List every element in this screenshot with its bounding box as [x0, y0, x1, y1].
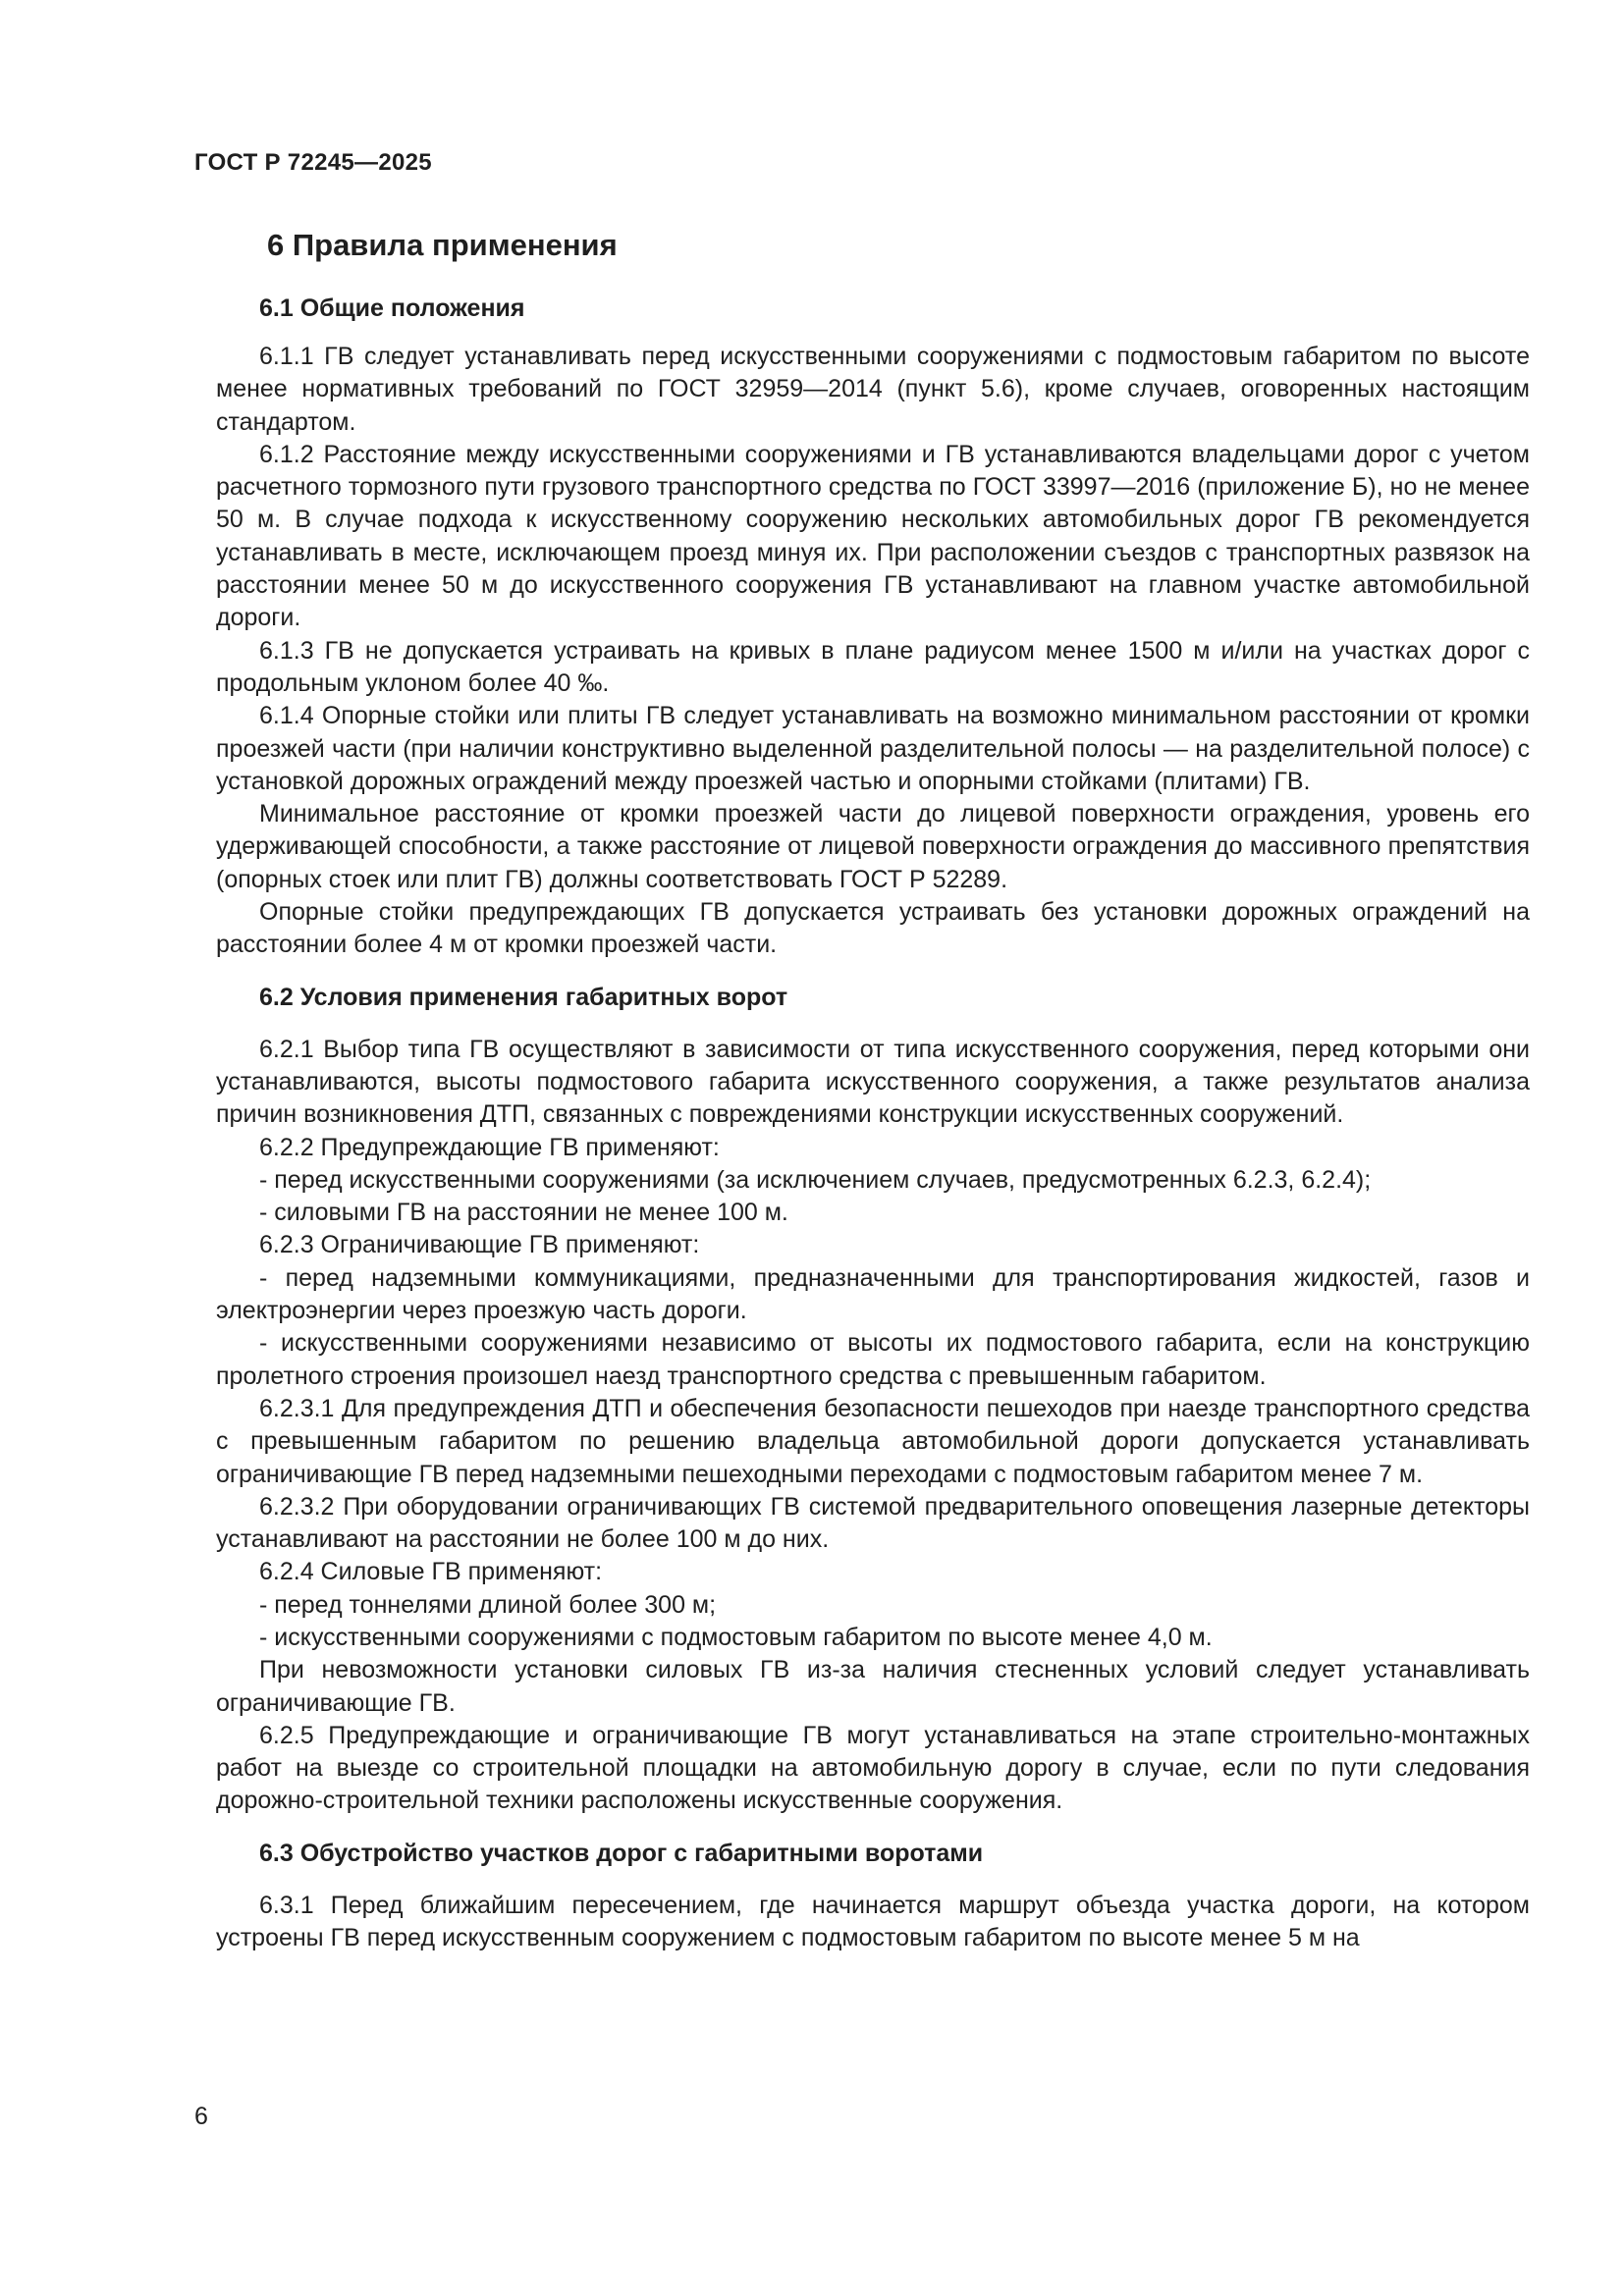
paragraph: 6.1.1 ГВ следует устанавливать перед искусственными сооружениями с подмостовым габаритом по высоте менее нормативных требований по ГОСТ 32959—2014 (пункт 5.6), кроме случаев, оговоренных настоящим стандартом. [216, 343, 1530, 436]
paragraph: 6.2.1 Выбор типа ГВ осуществляют в зависимости от типа искусственного сооружения, перед которыми они устанавливаются, высоты подмостового габарита искусственного сооружения, а также результатов анализа причин возникновения ДТП, связанных с повреждениями конструкции искусственных сооружений. [216, 1035, 1530, 1129]
paragraph: 6.3.1 Перед ближайшим пересечением, где начинается маршрут объезда участка дороги, на котором устроены ГВ перед искусственным сооружением с подмостовым габаритом по высоте менее 5 м на [216, 1891, 1530, 1952]
list-item: - искусственными сооружениями с подмостовым габаритом по высоте менее 4,0 м. [259, 1623, 1213, 1651]
list-item: - перед искусственными сооружениями (за исключением случаев, предусмотренных 6.2.3, 6.2.4); [259, 1165, 1372, 1194]
subsection-title-6-3: 6.3 Обустройство участков дорог с габаритными воротами [259, 1839, 984, 1867]
paragraph: 6.2.3 Ограничивающие ГВ применяют: [259, 1231, 700, 1259]
list-item: - перед тоннелями длиной более 300 м; [259, 1590, 717, 1619]
section-title: 6 Правила применения [267, 228, 618, 262]
paragraph: 6.1.4 Опорные стойки или плиты ГВ следует устанавливать на возможно минимальном расстоянии от кромки проезжей части (при наличии конструктивно выделенной разделительной полосы — на разделительной полосе) с установкой дорожных ограждений между проезжей частью и опорными стойками (плитами) ГВ. [216, 702, 1530, 795]
paragraph: 6.1.2 Расстояние между искусственными сооружениями и ГВ устанавливаются владельцами дорог с учетом расчетного тормозного пути грузового транспортного средства по ГОСТ 33997—2016 (приложение Б), но не менее 50 м. В случае подхода к искусственному сооружению нескольких автомобильных дорог ГВ рекомендуется устанавливать в месте, исключающем проезд минуя их. При расположении съездов с транспортных развязок на расстоянии менее 50 м до искусственного сооружения ГВ устанавливают на главном участке автомобильной дороги. [216, 440, 1530, 632]
list-item: - силовыми ГВ на расстоянии не менее 100 м. [259, 1199, 788, 1227]
paragraph: 6.2.5 Предупреждающие и ограничивающие ГВ могут устанавливаться на этапе строительно-монтажных работ на выезде со строительной площадки на автомобильную дорогу в случае, если по пути следования дорожно-строительной техники расположены искусственные сооружения. [216, 1721, 1530, 1815]
list-item: - искусственными сооружениями независимо от высоты их подмостового габарита, если на конструкцию пролетного строения произошел наезд транспортного средства с превышенным габаритом. [216, 1329, 1530, 1390]
subsection-title-6-2: 6.2 Условия применения габаритных ворот [259, 983, 788, 1011]
subsection-title-6-1: 6.1 Общие положения [259, 294, 525, 322]
paragraph: Минимальное расстояние от кромки проезжей части до лицевой поверхности ограждения, уровень его удерживающей способности, а также расстояние от лицевой поверхности ограждения до массивного препятствия (опорных стоек или плит ГВ) должны соответствовать ГОСТ Р 52289. [216, 800, 1530, 893]
paragraph: При невозможности установки силовых ГВ из-за наличия стесненных условий следует устанавливать ограничивающие ГВ. [216, 1656, 1530, 1717]
list-item: - перед надземными коммуникациями, предназначенными для транспортирования жидкостей, газов и электроэнергии через проезжую часть дороги. [216, 1263, 1530, 1325]
page-number: 6 [194, 2103, 208, 2130]
page-content [216, 224, 1530, 1954]
paragraph: 6.2.4 Силовые ГВ применяют: [259, 1558, 603, 1586]
paragraph: 6.2.2 Предупреждающие ГВ применяют: [259, 1133, 720, 1161]
paragraph: Опорные стойки предупреждающих ГВ допускается устраивать без установки дорожных ограждений на расстоянии более 4 м от кромки проезжей части. [216, 898, 1530, 959]
document-header: ГОСТ Р 72245—2025 [194, 149, 432, 176]
paragraph: 6.1.3 ГВ не допускается устраивать на кривых в плане радиусом менее 1500 м и/или на участках дорог с продольным уклоном более 40 ‰. [216, 636, 1530, 697]
paragraph: 6.2.3.1 Для предупреждения ДТП и обеспечения безопасности пешеходов при наезде транспортного средства с превышенным габаритом по решению владельца автомобильной дороги допускается устанавливать ограничивающие ГВ перед надземными пешеходными переходами с подмостовым габаритом менее 7 м. [216, 1394, 1530, 1488]
paragraph: 6.2.3.2 При оборудовании ограничивающих ГВ системой предварительного оповещения лазерные детекторы устанавливают на расстоянии не более 100 м до них. [216, 1492, 1530, 1554]
